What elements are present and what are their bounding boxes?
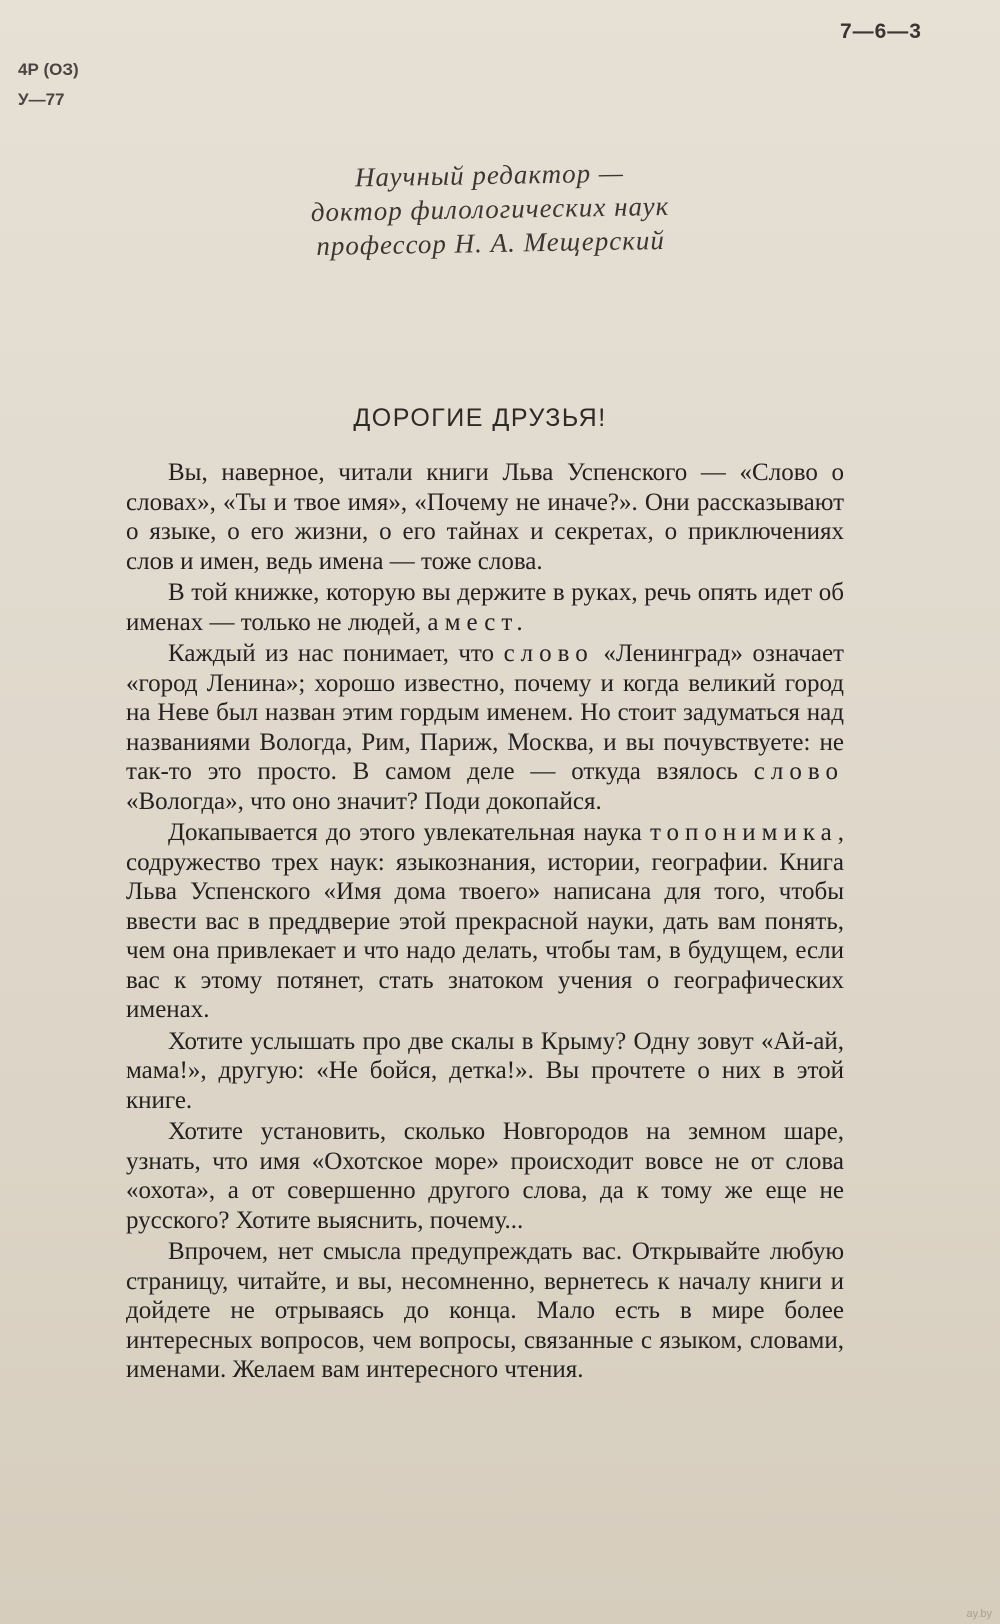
catalog-index-line: 4Р (ОЗ): [18, 60, 79, 79]
text-run: , содружество трех наук: языкознания, истории, географии. Книга Льва Успенского «Имя дома твоего» написана для того, чтобы ввести вас в преддверие этой прекрасной науки, дать вам понять, чем она привлекает и что надо делать, чтобы там, в будущем, если вас к этому потянет, стать знатоком учения о географических именах.: [126, 819, 844, 1023]
catalog-index-line: У—77: [18, 90, 65, 109]
editor-note-line: Научный редактор —: [354, 157, 625, 193]
text-run: В той книжке, которую вы держите в руках, речь опять идет об именах — только не людей, а: [126, 579, 844, 636]
paragraph: Вы, наверное, читали книги Льва Успенского — «Слово о словах», «Ты и твое имя», «Почему не иначе?». Они рассказывают о языке, о его жизни, о его тайнах и секретах, о приключениях слов и имен, ведь имена — тоже слова.: [126, 459, 844, 575]
editor-note-line: доктор филологических наук: [310, 190, 670, 228]
watermark: ay.by: [966, 1608, 992, 1620]
paragraph: Хотите установить, сколько Новгородов на земном шаре, узнать, что имя «Охотское море» происходит вовсе не от слова «охота», а от совершенно другого слова, да к тому же еще не русского? Хотите выяснить, почему...: [126, 1118, 844, 1234]
paragraph: [126, 639, 844, 816]
catalog-index: [18, 55, 79, 115]
spaced-word: слово: [503, 640, 594, 667]
page-heading: ДОРОГИЕ ДРУЗЬЯ!: [353, 404, 607, 432]
scientific-editor-note: [269, 154, 711, 264]
paragraph: Впрочем, нет смысла предупреждать вас. Открывайте любую страницу, читайте, и вы, несомненно, вернетесь к началу книги и дойдете не отрываясь до конца. Мало есть в мире более интересных вопросов, чем вопросы, связанные с языком, словами, именами. Желаем вам интересного чтения.: [126, 1238, 844, 1383]
spaced-word: слово: [753, 758, 844, 785]
text-run: Каждый из нас понимает, что: [168, 640, 504, 667]
text-run: «Вологда», что оно значит? Поди докопайся.: [126, 787, 602, 815]
spaced-word: топонимика: [649, 819, 838, 846]
editor-note-line: профессор Н. А. Мещерский: [316, 224, 666, 262]
foreword-text: [126, 458, 844, 1387]
paragraph: Хотите услышать про две скалы в Крыму? Одну зовут «Ай-ай, мама!», другую: «Не бойся, детка!». Вы прочтете о них в этой книге.: [126, 1027, 844, 1114]
corner-code: 7—6—3: [839, 20, 922, 43]
text-run: «Ленинград» означает «город Ленина»; хорошо известно, почему и когда великий город на Неве был назван этим гордым именем. Но стоит задуматься над названиями Вологда, Рим, Париж, Москва, и вы почувствуете: не так-то это просто. В самом деле — откуда взялось: [126, 640, 844, 785]
spaced-word: мест.: [444, 608, 529, 636]
paragraph: [126, 578, 844, 637]
text-run: Докапывается до этого увлекательная наука: [168, 819, 650, 846]
paragraph: [126, 818, 844, 1025]
